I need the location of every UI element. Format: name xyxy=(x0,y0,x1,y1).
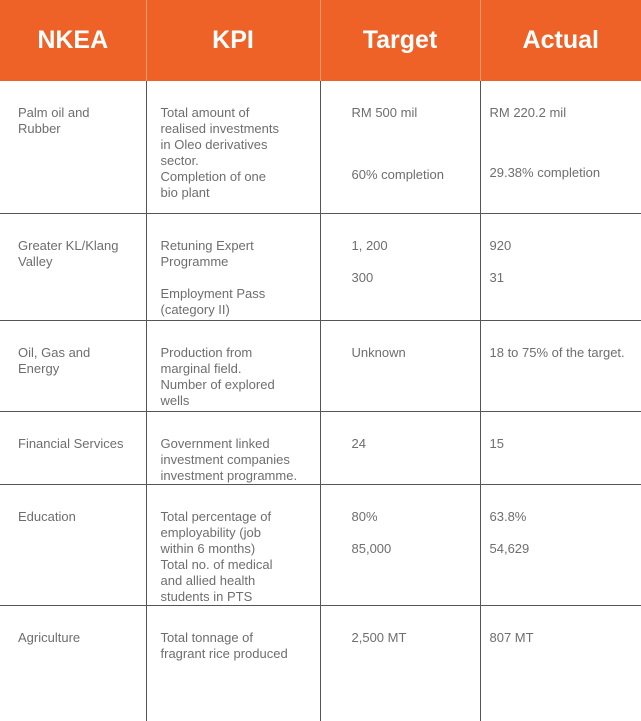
table-row xyxy=(0,213,641,320)
nkea-cell: Education xyxy=(0,484,146,605)
target-cell: 80% 85,000 xyxy=(320,484,480,605)
kpi-cell: Total percentage of employability (job within 6 months) Total no. of medical and allied health students in PTS xyxy=(146,484,320,605)
actual-cell: 63.8% 54,629 xyxy=(480,484,641,605)
actual-cell: 920 31 xyxy=(480,213,641,320)
table-row xyxy=(0,81,641,213)
table-row xyxy=(0,411,641,484)
nkea-cell: Agriculture xyxy=(0,605,146,721)
header-actual: Actual xyxy=(480,0,641,81)
kpi-cell: Total tonnage of fragrant rice produced xyxy=(146,605,320,721)
actual-cell: 15 xyxy=(480,411,641,484)
table-row xyxy=(0,320,641,411)
header-kpi: KPI xyxy=(146,0,320,81)
table-row xyxy=(0,605,641,721)
nkea-cell: Financial Services xyxy=(0,411,146,484)
header-target: Target xyxy=(320,0,480,81)
actual-cell: 807 MT xyxy=(489,629,534,645)
target-cell: RM 500 mil 60% completion xyxy=(320,81,480,213)
kpi-cell: Retuning Expert Programme Employment Pass (category II) xyxy=(146,213,320,320)
table-row xyxy=(0,484,641,605)
target-cell: 2,500 MT xyxy=(320,605,480,721)
kpi-cell: Government linked investment companies investment programme. xyxy=(146,411,320,484)
header-row xyxy=(0,0,641,81)
nkea-cell: Palm oil and Rubber xyxy=(0,81,146,213)
nkea-cell: Oil, Gas and Energy xyxy=(0,320,146,411)
target-cell: 24 xyxy=(320,411,480,484)
kpi-cell: Total amount of realised investments in Oleo derivatives sector. Completion of one bio plant xyxy=(146,81,320,213)
actual-cell: 18 to 75% of the target. xyxy=(480,320,641,411)
kpi-cell: Production from marginal field. Number of explored wells xyxy=(146,320,320,411)
header-nkea: NKEA xyxy=(0,0,146,81)
actual-cell: RM 220.2 mil 29.38% completion xyxy=(480,81,641,213)
target-cell: Unknown xyxy=(320,320,480,411)
target-cell: 1, 200 300 xyxy=(320,213,480,320)
nkea-cell: Greater KL/Klang Valley xyxy=(0,213,146,320)
